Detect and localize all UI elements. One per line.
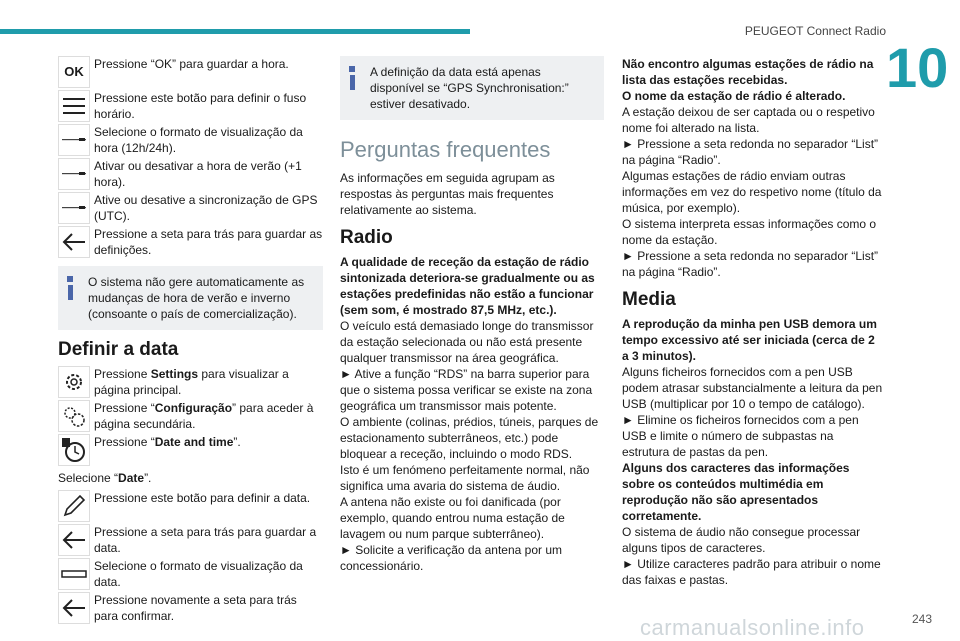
instruction-text: Ativar ou desativar a hora de verão (+1 hora). (94, 159, 302, 189)
back-arrow-icon (58, 592, 90, 624)
answer-paragraph: ► Ative a função “RDS” na barra superior para que o sistema possa verificar se existe na zona geográfica um transmissor mais potente. (340, 367, 593, 413)
instruction-text: Pressione novamente a seta para trás para confirmar. (94, 593, 297, 623)
question-stations-missing: Não encontro algumas estações de rádio na lista das estações recebidas. (622, 57, 874, 87)
answer-paragraph: A antena não existe ou foi danificada (por exemplo, quando entrou numa estação de lavagem ou num parque subterrâneo). (340, 495, 565, 541)
page-number: 243 (911, 612, 932, 626)
column-1 (58, 56, 323, 626)
back-arrow-icon (58, 226, 90, 258)
section-heading-media: Media (622, 289, 676, 310)
instruction-text: Selecione o formato de visualização da data. (94, 559, 303, 589)
instruction-text: Pressione a seta para trás para guardar a data. (94, 525, 317, 555)
instruction-row (58, 158, 323, 190)
instruction-text: Ative ou desative a sincronização de GPS (UTC). (94, 193, 318, 223)
section-heading-date: Definir a data (58, 339, 179, 360)
instruction-row (58, 192, 323, 224)
column-2 (340, 56, 604, 574)
instruction-text: Pressione “Configuração” para aceder à página secundária. (94, 401, 314, 431)
answer-paragraph: ► Pressione a seta redonda no separador “List” na página “Radio”. (622, 249, 879, 279)
clock-icon (58, 434, 90, 466)
instruction-text: Pressione a seta para trás para guardar as definições. (94, 227, 323, 257)
info-icon (348, 66, 356, 90)
instruction-row (58, 592, 323, 624)
answer-paragraph: O ambiente (colinas, prédios, túneis, parques de estacionamento subterrâneos, etc.) pode bloquear a receção, incluindo o modo RDS. (340, 415, 599, 461)
instruction-text: Pressione “OK” para guardar a hora. (94, 57, 289, 71)
menu-icon (58, 90, 90, 122)
answer-paragraph: ► Utilize caracteres padrão para atribuir o nome das faixas e pastas. (622, 557, 881, 587)
info-note-text: A definição da data está apenas disponível se “GPS Synchronisation:” estiver desativado. (370, 65, 569, 111)
question-usb-slow: A reprodução da minha pen USB demora um tempo excessivo até ser iniciada (cerca de 2 a 3 minutos). (622, 317, 877, 363)
gear-icon (58, 366, 90, 398)
instruction-text: Pressione Settings para visualizar a página principal. (94, 367, 289, 397)
instruction-row (58, 558, 323, 590)
question-characters: Alguns dos caracteres das informações sobre os conteúdos multimédia em reprodução não são apresentados corretamente. (622, 461, 850, 523)
answer-paragraph: O sistema de áudio não consegue processar alguns tipos de caracteres. (622, 525, 861, 555)
instruction-text: Pressione este botão para definir a data. (94, 491, 311, 505)
instruction-row (58, 56, 323, 88)
answer-paragraph: Isto é um fenómeno perfeitamente normal, não significa uma avaria do sistema de áudio. (340, 463, 590, 493)
info-icon (66, 276, 74, 300)
instruction-row (58, 524, 323, 556)
answer-paragraph: ► Pressione a seta redonda no separador “List” na página “Radio”. (622, 137, 879, 167)
back-arrow-icon (58, 524, 90, 556)
page-header-title: PEUGEOT Connect Radio (744, 24, 886, 38)
instruction-row (58, 366, 323, 398)
question-station-name: O nome da estação de rádio é alterado. (622, 89, 846, 103)
faq-title: Perguntas frequentes (340, 137, 551, 162)
toggle-line-icon (58, 158, 90, 190)
toggle-line-icon (58, 124, 90, 156)
instruction-row (58, 400, 323, 432)
info-note (58, 266, 323, 330)
instruction-row (58, 434, 323, 466)
watermark: carmanualsonline.info (640, 615, 865, 640)
answer-paragraph: ► Solicite a verificação da antena por um concessionário. (340, 543, 562, 573)
answer-paragraph: ► Elimine os ficheiros fornecidos com a pen USB e limite o número de subpastas na estrutura de pastas da pen. (622, 413, 859, 459)
gears-icon (58, 400, 90, 432)
answer-paragraph: A estação deixou de ser captada ou o respetivo nome foi alterado na lista. (622, 105, 875, 135)
section-heading-radio: Radio (340, 227, 393, 248)
instruction-text: Pressione este botão para definir o fuso horário. (94, 91, 307, 121)
ok-button-icon: OK (58, 56, 90, 88)
info-note-date (340, 56, 604, 120)
instruction-text: Pressione “Date and time”. (94, 435, 241, 449)
info-note-text: O sistema não gere automaticamente as mudanças de hora de verão e inverno (consoante o país de comercialização). (88, 275, 305, 321)
format-box-icon (58, 558, 90, 590)
chapter-number: 10 (886, 36, 949, 99)
instruction-row (58, 490, 323, 522)
header-accent-bar (0, 29, 470, 34)
answer-paragraph: O sistema interpreta essas informações como o nome da estação. (622, 217, 877, 247)
answer-paragraph: O veículo está demasiado longe do transmissor da estação selecionada ou não está presente qualquer transmissor na área geográfica. (340, 319, 594, 365)
instruction-row (58, 226, 323, 258)
answer-paragraph: Algumas estações de rádio enviam outras informações em vez do respetivo nome (título da música, por exemplo). (622, 169, 882, 215)
instruction-row (58, 124, 323, 156)
column-3 (622, 56, 884, 588)
toggle-line-icon (58, 192, 90, 224)
faq-intro: As informações em seguida agrupam as respostas às perguntas mais frequentes relativamente ao sistema. (340, 171, 555, 217)
pencil-icon (58, 490, 90, 522)
instruction-row (58, 90, 323, 122)
instruction-text: Selecione o formato de visualização da hora (12h/24h). (94, 125, 303, 155)
answer-paragraph: Alguns ficheiros fornecidos com a pen USB podem atrasar substancialmente a leitura da pen USB (multiplicar por 10 o tempo de catálogo). (622, 365, 883, 411)
radio-question: A qualidade de receção da estação de rádio sintonizada deteriora-se gradualmente ou as estações predefinidas não estão a funcionar (sem som, é mostrado 87,5 MHz, etc.). (340, 255, 595, 317)
select-date-line: Selecione “Date”. (58, 471, 152, 485)
